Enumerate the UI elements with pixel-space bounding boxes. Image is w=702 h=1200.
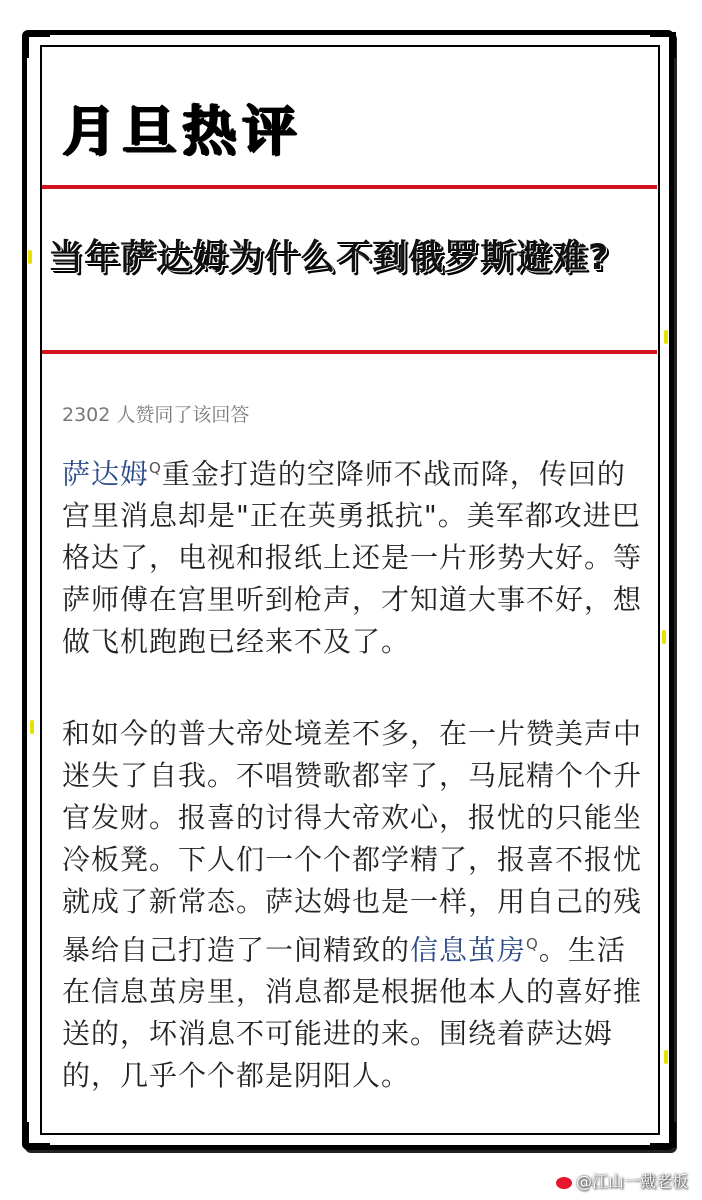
red-divider <box>42 185 657 189</box>
column-title: 月旦热评 <box>62 98 302 162</box>
corner-decoration <box>650 1122 676 1148</box>
weibo-icon <box>556 1177 572 1189</box>
search-icon[interactable]: Q <box>526 935 539 953</box>
corner-decoration <box>24 32 50 58</box>
corner-decoration <box>650 32 676 58</box>
sparkle-decoration <box>28 250 32 264</box>
sparkle-decoration <box>664 330 668 344</box>
weibo-watermark <box>556 1169 688 1192</box>
question-title: 当年萨达姆为什么不到俄罗斯避难? <box>48 238 610 278</box>
corner-decoration <box>24 1122 50 1148</box>
keyword-link-saddam[interactable]: 萨达姆 <box>62 457 150 491</box>
watermark-text: @江山一戴老板 <box>575 1172 688 1191</box>
sparkle-decoration <box>662 630 666 644</box>
paragraph-text: 。生活在信息茧房里，消息都是根据他本人的喜好推送的，坏消息不可能进的来。围绕着萨达姆的，几乎个个都是阴阳人。 <box>62 933 643 1093</box>
sparkle-decoration <box>664 1050 668 1064</box>
sparkle-decoration <box>30 720 34 734</box>
answer-paragraph-2 <box>62 713 652 1097</box>
paragraph-text: 重金打造的空降师不战而降，传回的宫里消息却是"正在英勇抵抗"。美军都攻进巴格达了，电视和报纸上还是一片形势大好。等萨师傅在宫里听到枪声，才知道大事不好，想做飞机跑跑已经来不及了。 <box>62 457 643 659</box>
search-icon[interactable]: Q <box>149 459 162 477</box>
likes-count: 2302 人赞同了该回答 <box>62 404 250 426</box>
red-divider <box>42 350 657 354</box>
paragraph-text: 和如今的普大帝处境差不多，在一片赞美声中迷失了自我。不唱赞歌都宰了，马屁精个个升官发财。报喜的讨得大帝欢心，报忧的只能坐冷板凳。下人们一个个都学精了，报喜不报忧就成了新常态。萨达姆也是一样，用自己的残暴给自己打造了一间精致的 <box>62 717 643 967</box>
keyword-link-info-cocoon[interactable]: 信息茧房 <box>410 933 527 967</box>
answer-paragraph-1 <box>62 447 652 663</box>
